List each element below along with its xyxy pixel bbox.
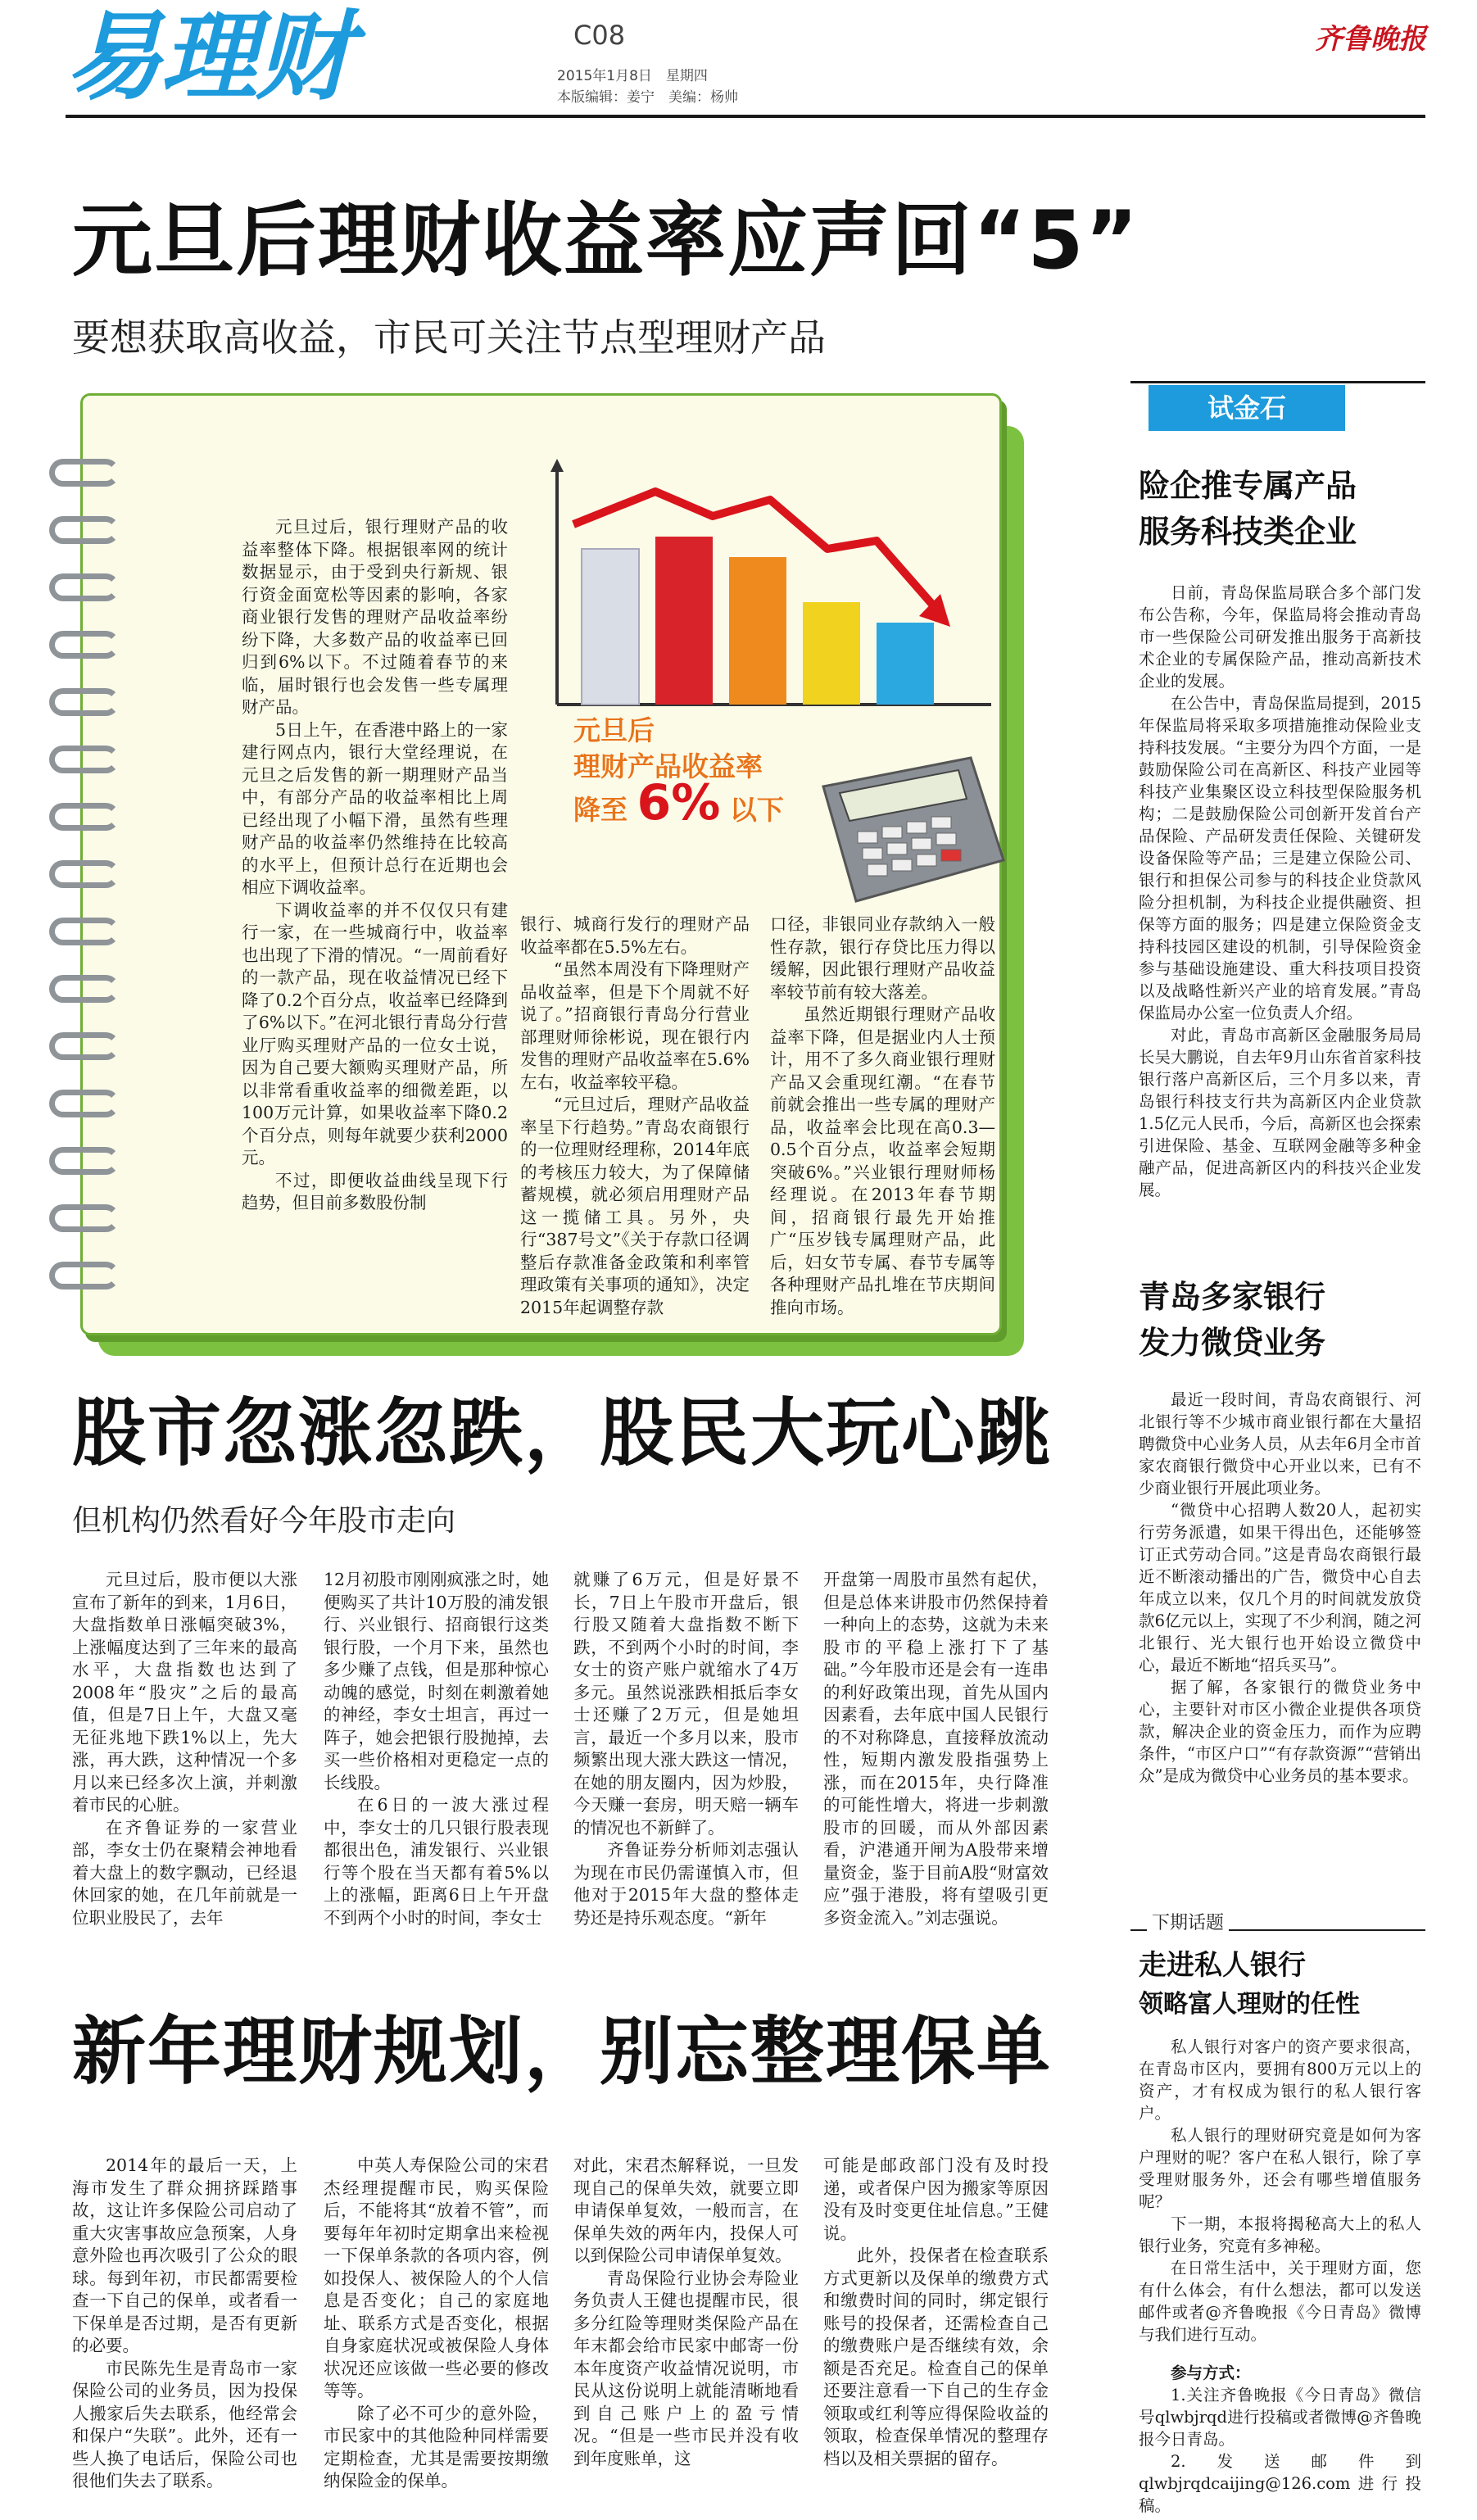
article3-column-1 [72, 2155, 297, 2493]
paragraph: 口径，非银同业存款纳入一般性存款，银行存贷比压力得以缓解，因此银行理财产品收益率较节前有较大落差。 [770, 914, 995, 1002]
article3-column-2 [324, 2155, 549, 2493]
paragraph: 对此，宋君杰解释说，一旦发现自己的保单失效，就要立即申请保单复效，一般而言，在保单失效的两年内，投保人可以到保险公司申请保单复效。 [573, 2155, 799, 2265]
article2-subheadline: 但机构仍然看好今年股市走向 [72, 1504, 456, 1538]
paragraph: 据了解，各家银行的微贷业务中心，主要针对市区小微企业提供各项贷款，解决企业的资金压力，而作为应聘条件，“市区户口”“有存款资源”“营销出众”是成为微贷中心业务员的基本要求。 [1139, 1678, 1421, 1785]
paragraph: 私人银行对客户的资产要求很高，在青岛市区内，要拥有800万元以上的资产，才有权成为银行的私人银行客户。 [1139, 2037, 1421, 2123]
headline-line: 青岛多家银行 [1139, 1279, 1326, 1315]
paragraph: 12月初股市刚刚疯涨之时，她便购买了共计10万股的浦发银行、兴业银行、招商银行这类银行股，一个月下来，虽然也多少赚了点钱，但是那种惊心动魄的感觉，时刻在刺激着她的神经，李女士坦言，再过一阵子，她会把银行股抛掉，去买一些价格相对更稳定一点的长线股。 [324, 1570, 549, 1793]
chart-caption-line1: 元旦后 [573, 714, 655, 746]
next-topic-headline [1139, 1946, 1360, 2024]
paragraph: 中英人寿保险公司的宋君杰经理提醒市民，购买保险后，不能将其“放着不管”，而要每年年初时定期拿出来检视一下保单条款的各项内容，例如投保人、被保险人的个人信息是否变化；自己的家庭地址、联系方式是否变化，根据自身家庭状况或被保险人身体状况还应该做一些必要的修改等等。 [324, 2155, 549, 2400]
paragraph: 元旦过后，股市便以大涨宣布了新年的到来，1月6日，大盘指数单日涨幅突破3%，上涨幅度达到了三年来的最高水平，大盘指数也达到了2008年“股灾”之后的最高值，但是7日上午，大盘又毫无征兆地下跌1%以上，先大涨，再大跌，这种情况一个多月以来已经多次上演，并刺激着市民的心脏。 [72, 1570, 297, 1815]
headline-line: 发力微贷业务 [1139, 1325, 1326, 1361]
next-topic-body [1139, 2036, 1421, 2517]
article2-column-4 [823, 1569, 1049, 1929]
paragraph: 5日上午，在香港中路上的一家建行网点内，银行大堂经理说，在元旦之后发售的新一期理财产品当中，有部分产品的收益率相比上周已经出现了小幅下滑，虽然有些理财产品的收益率仍然维持在比较高的水平上，但预计总行在近期也会相应下调收益率。 [242, 719, 508, 897]
masthead-rule [66, 115, 1425, 118]
chart-caption-percent: 6% [637, 774, 721, 832]
paragraph: 最近一段时间，青岛农商银行、河北银行等不少城市商业银行都在大量招聘微贷中心业务人员，从去年6月全市首家农商银行微贷中心开业以来，已有不少商业银行开展此项业务。 [1139, 1390, 1421, 1498]
headline-line: 领略富人理财的任性 [1139, 1990, 1360, 2019]
sidebar-rule [1130, 381, 1425, 383]
chart-caption-line2: 理财产品收益率 [573, 750, 763, 782]
paragraph: 在日常生活中，关于理财方面，您有什么体会，有什么想法，都可以发送邮件或者@齐鲁晚报《今日青岛》微博与我们进行互动。 [1139, 2259, 1421, 2344]
page-number: C08 [573, 20, 626, 51]
participation-item: 2.发送邮件到qlwbjrqdcaijing@126.com进行投稿。 [1139, 2452, 1421, 2515]
notebook-binding-rings [49, 459, 123, 1327]
paragraph: 在6日的一波大涨过程中，李女士的几只银行股表现都很出色，浦发银行、兴业银行等个股在当天都有着5%以上的涨幅，距离6日上午开盘不到两个小时的时间，李女士 [324, 1795, 549, 1928]
sidebar-story1-body [1139, 582, 1421, 1201]
paragraph: 对此，青岛市高新区金融服务局局长吴大鹏说，自去年9月山东省首家科技银行落户高新区后，三个月多以来，青岛银行科技支行共为高新区内企业贷款1.5亿元人民币，今后，高新区也会探索引进保险、基金、互联网金融等多种金融产品，促进高新区内的科技兴企业发展。 [1139, 1026, 1421, 1199]
article3-headline: 新年理财规划，别忘整理保单 [72, 2009, 1052, 2095]
article3-column-3 [573, 2155, 799, 2470]
paragraph: 2014年的最后一天，上海市发生了群众拥挤踩踏事故，这让许多保险公司启动了重大灾害事故应急预案，人身意外险也再次吸引了公众的眼球。每到年初，市民都需要检查一下自己的保单，或者看一下保单是否过期，是否有更新的必要。 [72, 2155, 297, 2355]
next-topic-tag: 下期话题 [1147, 1909, 1229, 1934]
headline-line: 走进私人银行 [1139, 1949, 1306, 1982]
sidebar-story2-headline [1139, 1274, 1325, 1366]
paragraph: 此外，投保者在检查联系方式更新以及保单的缴费方式和缴费时间的同时，绑定银行账号的投保者，还需检查自己的缴费账户是否继续有效，余额是否充足。检查自己的保单还要注意看一下自己的生存金领取或红利等应得保险收益的领取，检查保单情况的整理存档以及相关票据的留存。 [823, 2246, 1049, 2468]
sidebar-story2-body [1139, 1389, 1421, 1787]
article2-column-3 [573, 1569, 799, 1929]
paragraph: 除了必不可少的意外险，市民家中的其他险种同样需要定期检查，尤其是需要按期缴纳保险金的保单。 [324, 2403, 549, 2491]
publication-date: 2015年1月8日 星期四 [557, 68, 708, 84]
article2-column-2 [324, 1569, 549, 1929]
paragraph: “微贷中心招聘人数20人，起初实行劳务派遣，如果干得出色，还能够签订正式劳动合同。”这是青岛农商银行最近不断滚动播出的广告，微贷中心自去年成立以来，仅几个月的时间就发放贷款6亿元以上，实现了不少利润，随之河北银行、光大银行也开始设立微贷中心，最近不断地“招兵买马”。 [1139, 1501, 1421, 1675]
paragraph: “虽然本周没有下降理财产品收益率，但是下个周就不好说了。”招商银行青岛分行营业部理财师徐彬说，现在银行内发售的理财产品收益率在5.6%左右，收益率较平稳。 [520, 959, 750, 1092]
article1-column-3 [770, 913, 995, 1319]
paragraph: 虽然近期银行理财产品收益率下降，但是据业内人士预计，用不了多久商业银行理财产品又会重现红潮。“在春节前就会推出一些专属的理财产品，收益率会比现在高0.3—0.5个百分点，收益率会短期突破6%。”兴业银行理财师杨经理说。在2013年春节期间，招商银行最先开始推广“压岁钱专属理财产品，此后，妇女节专属、春节专属等各种理财产品扎堆在节庆期间推向市场。 [770, 1004, 995, 1317]
article3-column-4 [823, 2155, 1049, 2470]
headline-line: 服务科技类企业 [1139, 514, 1357, 550]
participation-item: 1.关注齐鲁晚报《今日青岛》微信号qlwbjrqd进行投稿或者微博@齐鲁晚报今日青岛。 [1139, 2386, 1421, 2449]
paragraph: 在公告中，青岛保监局提到，2015年保监局将采取多项措施推动保险业支持科技发展。“主要分为四个方面，一是鼓励保险公司在高新区、科技产业园等科技产业集聚区设立科技型保险服务机构；二是鼓励保险公司创新开发首台产品保险、产品研发责任保险、关键研发设备保险等产品；三是建立保险公司、银行和担保公司参与的科技企业贷款风险分担机制，为科技企业提供融资、担保等方面的服务；四是建立保险资金支持科技园区建设的机制，引导保险资金参与基础设施建设、重大科技项目投资以及战略性新兴产业的培育发展。”青岛保监局办公室一位负责人介绍。 [1139, 694, 1421, 1022]
paragraph: 市民陈先生是青岛市一家保险公司的业务员，因为投保人搬家后失去联系，他经常会和保户“失联”。此外，还有一些人换了电话后，保险公司也很他们失去了联系。 [72, 2358, 297, 2491]
paragraph: 可能是邮政部门没有及时投递，或者保户因为搬家等原因没有及时变更住址信息。”王健说。 [823, 2155, 1049, 2243]
sidebar-tag: 试金石 [1149, 385, 1345, 431]
paragraph: 私人银行的理财研究竟是如何为客户理财的呢？客户在私人银行，除了享受理财服务外，还会有哪些增值服务呢？ [1139, 2126, 1421, 2211]
article1-column-1 [242, 516, 508, 1215]
paragraph: 齐鲁证券分析师刘志强认为现在市民仍需谨慎入市，但他对于2015年大盘的整体走势还是持乐观态度。“新年 [573, 1840, 799, 1928]
editor-credits: 本版编辑：姜宁 美编：杨帅 [557, 89, 738, 106]
participation-title: 参与方式： [1171, 2364, 1251, 2382]
chart-caption-pre: 降至 [573, 794, 627, 826]
chart-caption [573, 713, 844, 832]
calculator-illustration [807, 754, 1008, 905]
headline-line: 险企推专属产品 [1139, 468, 1357, 504]
section-title: 易理财 [66, 0, 351, 113]
article1-subheadline: 要想获取高收益，市民可关注节点型理财产品 [72, 315, 826, 360]
article2-headline: 股市忽涨忽跌，股民大玩心跳 [72, 1390, 1052, 1476]
paragraph: 青岛保险行业协会寿险业务负责人王健也提醒市民，很多分红险等理财类保险产品在年末都会给市民家中邮寄一份本年度资产收益情况说明，市民从这份说明上就能清晰地看到自己账户上的盈亏情况。“但是一些市民并没有收到年度账单，这 [573, 2268, 799, 2468]
sidebar-story1-headline [1139, 463, 1357, 555]
paragraph: 在齐鲁证券的一家营业部，李女士仍在聚精会神地看着大盘上的数字飘动，已经退休回家的她，在几年前就是一位职业股民了，去年 [72, 1817, 297, 1928]
paragraph: 银行、城商行发行的理财产品收益率都在5.5%左右。 [520, 914, 750, 957]
paragraph: 开盘第一周股市虽然有起伏，但是总体来讲股市仍然保持着一种向上的态势，这就为未来股市的平稳上涨打下了基础。”今年股市还是会有一连串的利好政策出现，首先从国内因素看，去年底中国人民银行的不对称降息，直接释放流动性，短期内激发股指强势上涨，而在2015年，央行降准的可能性增大，将进一步刺激股市的回暖，而从外部因素看，沪港通开闸为A股带来增量资金，鉴于目前A股“财富效应”强于港股，将有望吸引更多资金流入。”刘志强说。 [823, 1570, 1049, 1928]
paragraph: 就赚了6万元，但是好景不长，7日上午股市开盘后，银行股又随着大盘指数不断下跌，不到两个小时的时间，李女士的资产账户就缩水了4万多元。虽然说涨跌相抵后李女士还赚了2万元，但是她坦言，最近一个多月以来，股市频繁出现大涨大跌这一情况，在她的朋友圈内，因为炒股，今天赚一套房，明天赔一辆车的情况也不新鲜了。 [573, 1570, 799, 1838]
paragraph: 不过，即便收益曲线呈现下行趋势，但目前多数股份制 [242, 1170, 508, 1212]
paragraph: 日前，青岛保监局联合多个部门发布公告称，今年，保监局将会推动青岛市一些保险公司研发推出服务于高新技术企业的专属保险产品，推动高新技术企业的发展。 [1139, 583, 1421, 691]
article2-column-1 [72, 1569, 297, 1929]
paragraph: 下调收益率的并不仅仅只有建行一家，在一些城商行中，收益率也出现了下滑的情况。“一周前看好的一款产品，现在收益情况已经下降了0.2个百分点，收益率已经降到了6%以下。”在河北银行青岛分行营业厅购买理财产品的一位女士说，因为自己要大额购买理财产品，所以非常看重收益率的细微差距，以100万元计算，如果收益率下降0.2个百分点，则每年就要少获利2000元。 [242, 900, 508, 1167]
article1-headline: 元旦后理财收益率应声回“5” [72, 194, 1140, 288]
paragraph: 元旦过后，银行理财产品的收益率整体下降。根据银率网的统计数据显示，由于受到央行新规、银行资金面宽松等因素的影响，各家商业银行发售的理财产品收益率纷纷下降，大多数产品的收益率已回归到6%以下。不过随着春节的来临，届时银行也会发售一些专属理财产品。 [242, 517, 508, 717]
newspaper-logo: 齐鲁晚报 [1315, 23, 1426, 56]
article1-column-2 [520, 913, 750, 1319]
paragraph: “元旦过后，理财产品收益率呈下行趋势。”青岛农商银行的一位理财经理称，2014年底的考核压力较大，为了保障储蓄规模，就必须启用理财产品这一揽储工具。另外，央行“387号文”《关于存款口径调整后存款准备金政策和利率管理政策有关事项的通知》，决定2015年起调整存款 [520, 1095, 750, 1317]
chart-caption-post: 以下 [729, 794, 784, 826]
paragraph: 下一期，本报将揭秘高大上的私人银行业务，究竟有多神秘。 [1139, 2214, 1421, 2255]
